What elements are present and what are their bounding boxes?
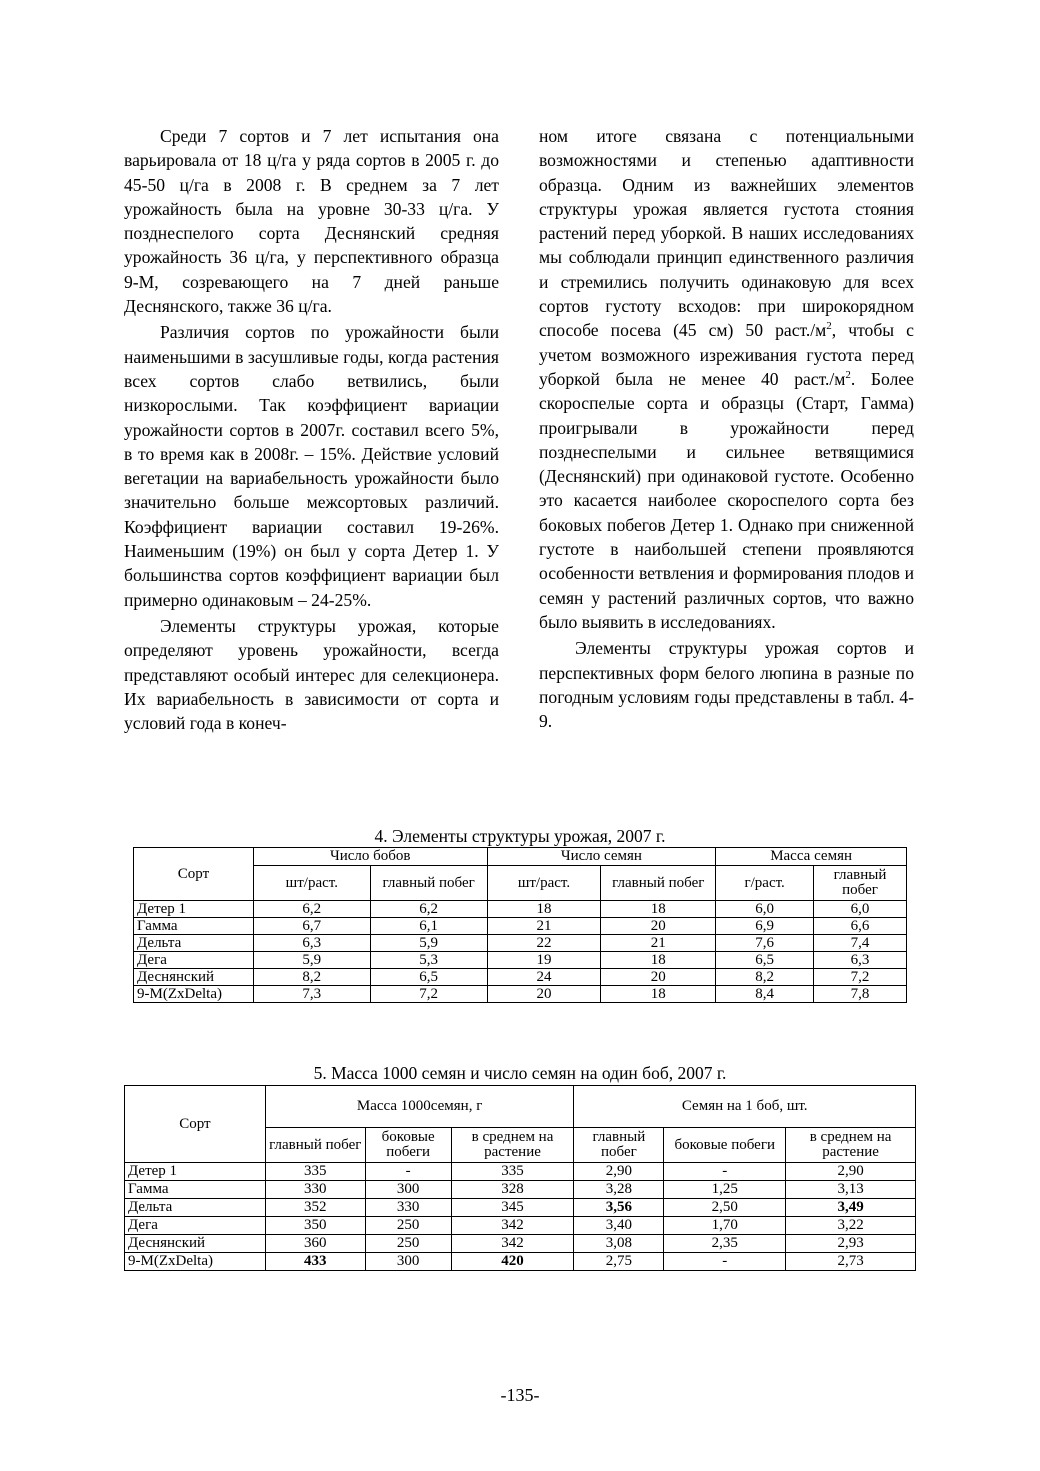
cell: 18 bbox=[601, 986, 716, 1003]
cell: 5,9 bbox=[253, 952, 370, 969]
cell: 350 bbox=[265, 1217, 365, 1235]
table-row bbox=[125, 1163, 916, 1181]
cell: 6,5 bbox=[716, 952, 814, 969]
cell: 6,6 bbox=[814, 918, 907, 935]
table-row bbox=[134, 935, 907, 952]
cell: 6,3 bbox=[814, 952, 907, 969]
text-run: , чтобы с учетом возможного изреживания густота перед уборкой была не менее 40 раст./м bbox=[539, 320, 914, 389]
cell: 3,22 bbox=[786, 1217, 916, 1235]
table-row bbox=[125, 1181, 916, 1199]
cell: 3,13 bbox=[786, 1181, 916, 1199]
cell: 328 bbox=[451, 1181, 574, 1199]
cell: 6,7 bbox=[253, 918, 370, 935]
cell: 2,75 bbox=[574, 1253, 664, 1271]
sub-header: боковые побеги bbox=[365, 1128, 451, 1163]
cell: 24 bbox=[487, 969, 601, 986]
table5-caption: 5. Масса 1000 семян и число семян на один боб, 2007 г. bbox=[313, 1063, 727, 1083]
row-name: Детер 1 bbox=[134, 901, 254, 918]
bold-value: 433 bbox=[304, 1253, 327, 1269]
superscript: 2 bbox=[826, 320, 832, 333]
cell: 2,35 bbox=[664, 1235, 786, 1253]
page-number: -135- bbox=[500, 1385, 540, 1405]
cell: 22 bbox=[487, 935, 601, 952]
cell bbox=[574, 1199, 664, 1217]
table-row bbox=[134, 969, 907, 986]
cell: 330 bbox=[265, 1181, 365, 1199]
cell: 7,6 bbox=[716, 935, 814, 952]
cell: 3,40 bbox=[574, 1217, 664, 1235]
sub-header: шт/раст. bbox=[253, 866, 370, 901]
cell: 2,73 bbox=[786, 1253, 916, 1271]
paragraph: Элементы структуры урожая, которые определяют уровень урожайности, всегда представляют особый интерес для селекционера. Их вариабельность в зависимости от сорта и условий года в конеч- bbox=[124, 615, 499, 734]
cell: 300 bbox=[365, 1181, 451, 1199]
column-header-sort: Сорт bbox=[134, 848, 254, 901]
cell: 7,2 bbox=[370, 986, 487, 1003]
row-name: Детер 1 bbox=[125, 1163, 266, 1181]
cell: 6,0 bbox=[716, 901, 814, 918]
paragraph: Различия сортов по урожайности были наименьшими в засушливые годы, когда растения всех сортов слабо ветвились, были низкорослыми. Так коэффициент вариации урожайности сортов в 2007г. составил всего 5%, в то время как в 2008г. – 15%. Действие условий вегетации на вариабельность урожайности было значительно больше межсортовых различий. Коэффициент вариации составил 19-26%. Наименьшим (19%) он был у сорта Детер 1. У большинства сортов коэффициент вариации был примерно одинаковым – 24-25%. bbox=[124, 322, 499, 610]
cell: 300 bbox=[365, 1253, 451, 1271]
cell: 2,90 bbox=[574, 1163, 664, 1181]
cell: 352 bbox=[265, 1199, 365, 1217]
cell: 18 bbox=[601, 901, 716, 918]
cell: 1,70 bbox=[664, 1217, 786, 1235]
sub-header: г/раст. bbox=[716, 866, 814, 901]
cell: 21 bbox=[601, 935, 716, 952]
cell: 335 bbox=[451, 1163, 574, 1181]
sub-header: боковые побеги bbox=[664, 1128, 786, 1163]
cell: 6,0 bbox=[814, 901, 907, 918]
sub-header: главный побег bbox=[601, 866, 716, 901]
sub-header: главный побег bbox=[265, 1128, 365, 1163]
group-header: Число семян bbox=[487, 848, 716, 866]
row-name: 9-M(ZxDelta) bbox=[125, 1253, 266, 1271]
group-header: Семян на 1 боб, шт. bbox=[574, 1086, 916, 1128]
cell: - bbox=[365, 1163, 451, 1181]
cell: 2,90 bbox=[786, 1163, 916, 1181]
table-row bbox=[134, 901, 907, 918]
cell: 20 bbox=[601, 918, 716, 935]
row-name: Дега bbox=[125, 1217, 266, 1235]
cell: 6,9 bbox=[716, 918, 814, 935]
cell: 7,2 bbox=[814, 969, 907, 986]
cell: 7,3 bbox=[253, 986, 370, 1003]
cell: 18 bbox=[601, 952, 716, 969]
sub-header: главный побег bbox=[370, 866, 487, 901]
cell: 3,28 bbox=[574, 1181, 664, 1199]
table-row bbox=[125, 1253, 916, 1271]
cell: 18 bbox=[487, 901, 601, 918]
sub-header: главный побег bbox=[574, 1128, 664, 1163]
table-5 bbox=[124, 1085, 916, 1271]
cell: 7,8 bbox=[814, 986, 907, 1003]
cell: 19 bbox=[487, 952, 601, 969]
row-name: Дега bbox=[134, 952, 254, 969]
table-row bbox=[125, 1199, 916, 1217]
cell: 21 bbox=[487, 918, 601, 935]
cell bbox=[786, 1199, 916, 1217]
table-row bbox=[125, 1235, 916, 1253]
group-header: Число бобов bbox=[253, 848, 487, 866]
superscript: 2 bbox=[845, 369, 851, 382]
cell: 2,93 bbox=[786, 1235, 916, 1253]
cell: - bbox=[664, 1253, 786, 1271]
cell: 8,2 bbox=[253, 969, 370, 986]
table-4 bbox=[133, 847, 907, 1003]
cell: 330 bbox=[365, 1199, 451, 1217]
cell: 6,2 bbox=[370, 901, 487, 918]
table4-caption: 4. Элементы структуры урожая, 2007 г. bbox=[374, 826, 666, 846]
paragraph: Элементы структуры урожая сортов и перспективных форм белого люпина в разные по погодным условиям годы представлены в табл. 4-9. bbox=[539, 638, 914, 732]
row-name: Деснянский bbox=[125, 1235, 266, 1253]
table-row bbox=[134, 986, 907, 1003]
cell: 5,3 bbox=[370, 952, 487, 969]
cell: 6,2 bbox=[253, 901, 370, 918]
cell: 345 bbox=[451, 1199, 574, 1217]
cell: 2,50 bbox=[664, 1199, 786, 1217]
cell: - bbox=[664, 1163, 786, 1181]
cell: 360 bbox=[265, 1235, 365, 1253]
row-name: 9-M(ZxDelta) bbox=[134, 986, 254, 1003]
cell: 20 bbox=[601, 969, 716, 986]
table-row bbox=[134, 918, 907, 935]
group-header: Масса семян bbox=[716, 848, 907, 866]
cell: 6,5 bbox=[370, 969, 487, 986]
column-header-sort: Сорт bbox=[125, 1086, 266, 1163]
row-name: Деснянский bbox=[134, 969, 254, 986]
cell: 342 bbox=[451, 1217, 574, 1235]
sub-header: главный побег bbox=[814, 866, 907, 901]
cell: 250 bbox=[365, 1235, 451, 1253]
right-text-column bbox=[539, 124, 914, 733]
text-run: ном итоге связана с потенциальными возможностями и степенью адаптивности образца. Одним из важнейших элементов структуры урожая является густота стояния растений перед уборкой. В наших исследованиях мы соблюдали принцип единственного различия и стремились получить одинаковую для всех сортов густоту всходов: при широкорядном способе посева (45 см) 50 раст./м bbox=[539, 126, 914, 341]
cell: 8,4 bbox=[716, 986, 814, 1003]
sub-header: в среднем на растение bbox=[786, 1128, 916, 1163]
bold-value: 3,49 bbox=[837, 1199, 864, 1215]
text-run: . Более скороспелые сорта и образцы (Старт, Гамма) проигрывали в урожайности перед позднеспелыми и сильнее ветвящимися (Деснянский) при одинаковой густоте. Особенно это касается наиболее скороспелого сорта без боковых побегов Детер 1. Однако при сниженной густоте в наибольшей степени проявляются особенности ветвления и формирования плодов и семян у растений различных сортов, что важно было выявить в исследованиях. bbox=[539, 368, 914, 632]
row-name: Гамма bbox=[134, 918, 254, 935]
cell: 8,2 bbox=[716, 969, 814, 986]
cell: 1,25 bbox=[664, 1181, 786, 1199]
cell: 342 bbox=[451, 1235, 574, 1253]
cell: 250 bbox=[365, 1217, 451, 1235]
left-text-column bbox=[124, 124, 499, 735]
cell: 7,4 bbox=[814, 935, 907, 952]
table-row bbox=[125, 1217, 916, 1235]
cell: 20 bbox=[487, 986, 601, 1003]
sub-header: в среднем на растение bbox=[451, 1128, 574, 1163]
table-row bbox=[134, 952, 907, 969]
bold-value: 420 bbox=[501, 1253, 524, 1269]
row-name: Дельта bbox=[125, 1199, 266, 1217]
paragraph: Среди 7 сортов и 7 лет испытания она варьировала от 18 ц/га у ряда сортов в 2005 г. до 45-50 ц/га в 2008 г. В среднем за 7 лет урожайность была на уровне 30-33 ц/га. У позднеспелого сорта Деснянский средняя урожайность 36 ц/га, у перспективного образца 9-М, созревающего на 7 дней раньше Деснянского, также 36 ц/га. bbox=[124, 126, 499, 317]
cell: 6,3 bbox=[253, 935, 370, 952]
cell: 3,08 bbox=[574, 1235, 664, 1253]
sub-header: шт/раст. bbox=[487, 866, 601, 901]
cell: 335 bbox=[265, 1163, 365, 1181]
row-name: Гамма bbox=[125, 1181, 266, 1199]
row-name: Дельта bbox=[134, 935, 254, 952]
bold-value: 3,56 bbox=[605, 1199, 632, 1215]
cell: 6,1 bbox=[370, 918, 487, 935]
paragraph bbox=[539, 124, 914, 634]
group-header: Масса 1000семян, г bbox=[265, 1086, 574, 1128]
cell bbox=[265, 1253, 365, 1271]
cell: 5,9 bbox=[370, 935, 487, 952]
cell bbox=[451, 1253, 574, 1271]
